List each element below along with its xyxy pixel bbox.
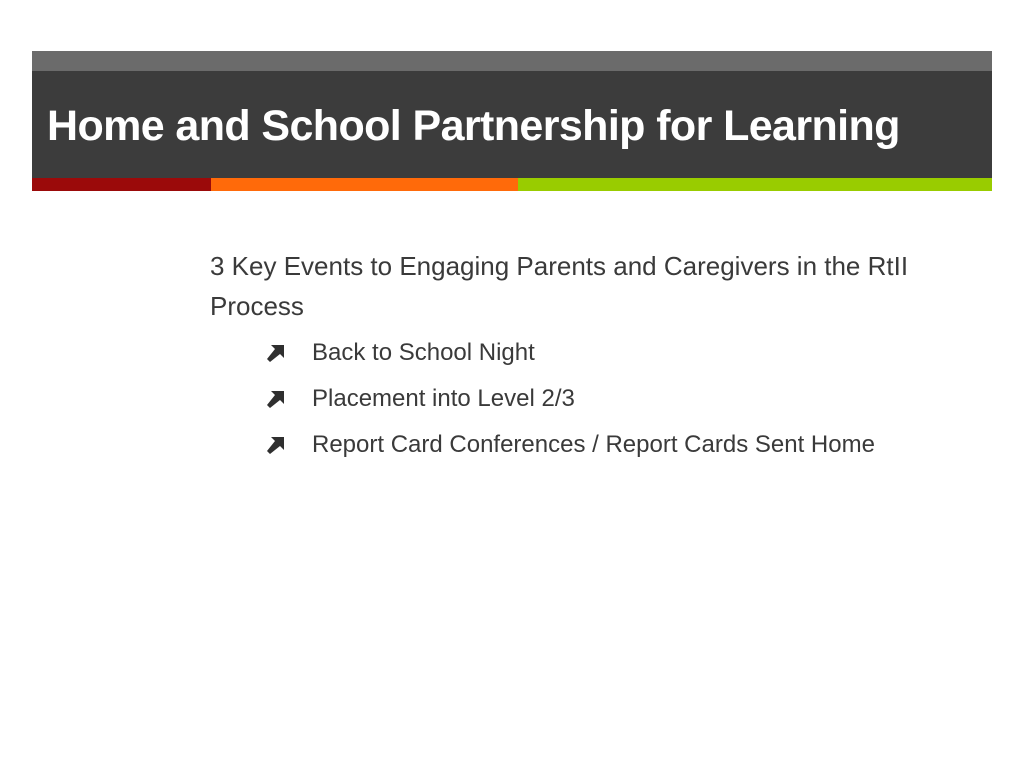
title-bar: [32, 71, 992, 178]
arrow-up-right-icon: [264, 434, 286, 456]
bullet-text: Placement into Level 2/3: [312, 385, 575, 412]
bullet-item: [210, 376, 990, 422]
accent-segment-orange: [211, 178, 518, 191]
slide-title: Home and School Partnership for Learning: [47, 102, 900, 150]
accent-strip: [32, 178, 992, 191]
bullet-text: Report Card Conferences / Report Cards Sent Home: [312, 431, 875, 458]
arrow-up-right-icon: [264, 342, 286, 364]
accent-segment-green: [518, 178, 992, 191]
accent-segment-red: [32, 178, 211, 191]
arrow-up-right-icon: [264, 388, 286, 410]
bullet-item: [210, 330, 990, 376]
bullet-text: Back to School Night: [312, 339, 535, 366]
slide-content: [210, 246, 990, 468]
title-bar-top-band: [32, 51, 992, 71]
bullet-item: [210, 422, 990, 468]
bullet-list: [210, 330, 990, 468]
lead-text: 3 Key Events to Engaging Parents and Caregivers in the RtII Process: [210, 251, 909, 321]
